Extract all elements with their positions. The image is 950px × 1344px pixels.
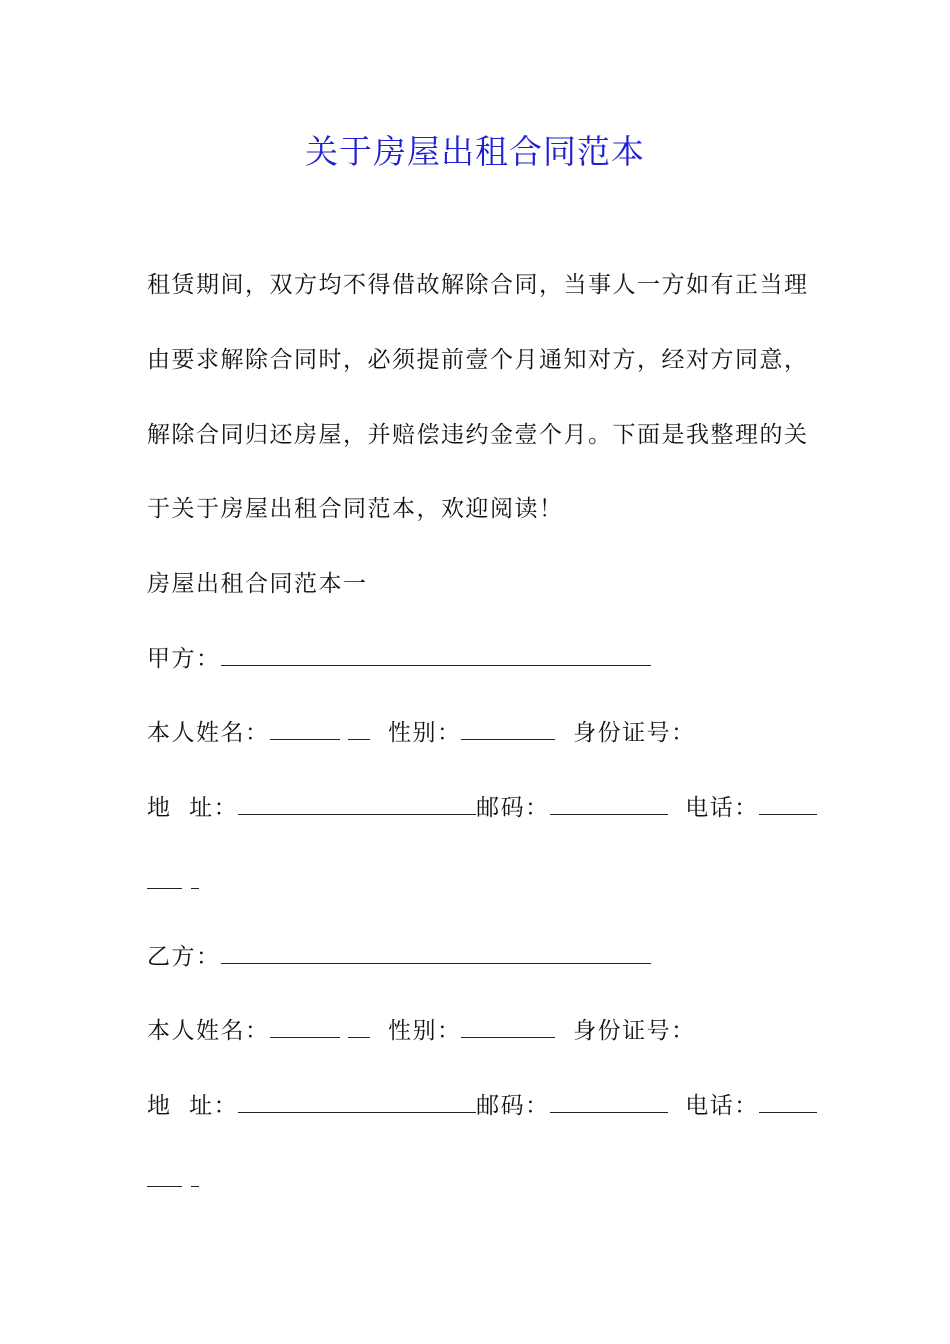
party-b-address-label: 地 址： <box>147 1093 239 1119</box>
party-b-name-row <box>147 1016 827 1046</box>
party-a-postcode-label: 邮码： <box>476 795 550 821</box>
intro-line-1: 租赁期间，双方均不得借故解除合同，当事人一方如有正当理 <box>147 272 809 298</box>
party-a-phone-continuation <box>147 867 827 897</box>
party-b-blank[interactable] <box>221 945 651 964</box>
party-b-row <box>147 942 827 972</box>
section-heading: 房屋出租合同范本一 <box>147 571 368 597</box>
party-b-gender-blank[interactable] <box>461 1019 555 1038</box>
party-b-name-blank-2[interactable] <box>348 1019 370 1038</box>
party-a-gender-label: 性别： <box>387 720 462 746</box>
party-b-id-label: 身份证号： <box>573 1018 696 1044</box>
party-a-label: 甲方： <box>147 646 221 672</box>
party-a-phone-blank-cont-2[interactable] <box>191 870 199 889</box>
party-a-id-label: 身份证号： <box>573 720 696 746</box>
party-b-phone-blank[interactable] <box>759 1094 817 1113</box>
party-a-name-label: 本人姓名： <box>147 720 270 746</box>
party-b-phone-blank-cont[interactable] <box>147 1168 182 1187</box>
intro-line-3: 解除合同归还房屋，并赔偿违约金壹个月。下面是我整理的关 <box>147 422 809 448</box>
party-b-gender-label: 性别： <box>387 1018 462 1044</box>
party-b-phone-blank-cont-2[interactable] <box>191 1168 199 1187</box>
party-a-row <box>147 644 827 674</box>
party-a-name-row <box>147 718 827 748</box>
document-title: 关于房屋出租合同范本 <box>305 132 645 171</box>
party-b-label: 乙方： <box>147 944 221 970</box>
party-a-gender-blank[interactable] <box>461 721 555 740</box>
party-a-blank[interactable] <box>221 647 651 666</box>
party-b-phone-continuation <box>147 1165 827 1195</box>
intro-line-4: 于关于房屋出租合同范本，欢迎阅读！ <box>147 496 564 522</box>
party-a-name-blank-2[interactable] <box>348 721 370 740</box>
party-a-phone-blank[interactable] <box>759 796 817 815</box>
party-b-phone-label: 电话： <box>685 1093 759 1119</box>
party-a-address-row <box>147 793 827 823</box>
party-a-address-blank[interactable] <box>238 796 476 815</box>
intro-line-2: 由要求解除合同时，必须提前壹个月通知对方，经对方同意， <box>147 347 809 373</box>
party-b-postcode-label: 邮码： <box>476 1093 550 1119</box>
party-b-postcode-blank[interactable] <box>550 1094 668 1113</box>
party-a-name-blank[interactable] <box>270 721 340 740</box>
party-a-phone-blank-cont[interactable] <box>147 870 182 889</box>
party-b-name-blank[interactable] <box>270 1019 340 1038</box>
party-b-name-label: 本人姓名： <box>147 1018 270 1044</box>
party-a-address-label: 地 址： <box>147 795 239 821</box>
party-a-postcode-blank[interactable] <box>550 796 668 815</box>
party-a-phone-label: 电话： <box>685 795 759 821</box>
party-b-address-blank[interactable] <box>238 1094 476 1113</box>
party-b-address-row <box>147 1091 827 1121</box>
